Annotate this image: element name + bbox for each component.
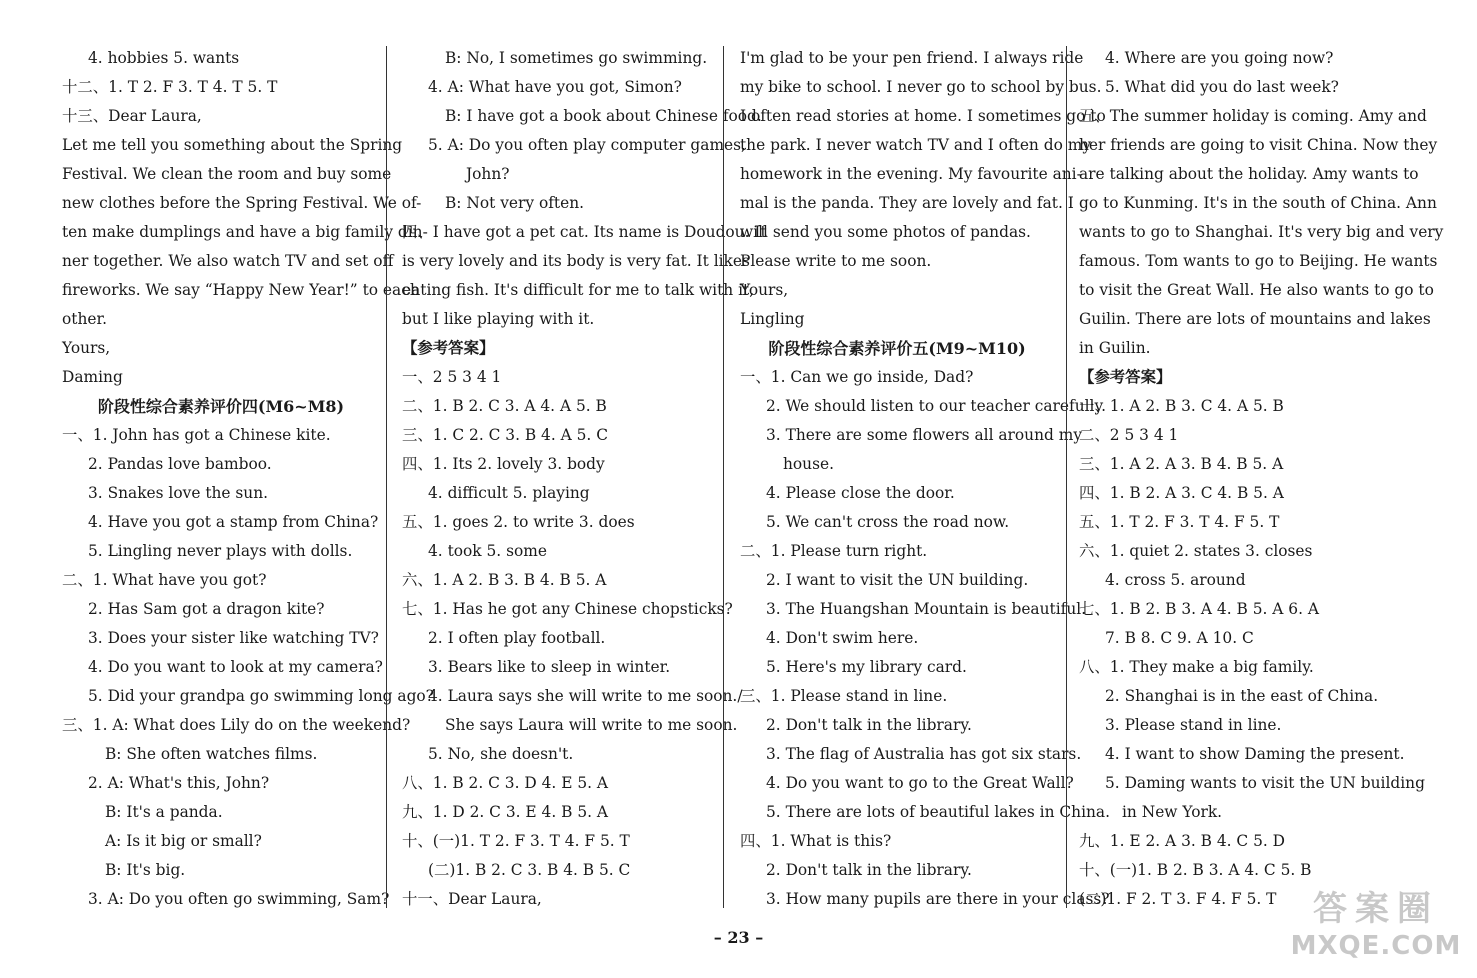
text-line: 四、1. Its 2. lovely 3. body	[402, 455, 605, 473]
text-line: B: I have got a book about Chinese food.	[445, 107, 762, 125]
text-line: 一、1. Can we go inside, Dad?	[740, 368, 974, 386]
text-line: mal is the panda. They are lovely and fat. I	[740, 194, 1074, 212]
text-line: 2. A: What's this, John?	[88, 774, 270, 792]
text-line: 九、1. D 2. C 3. E 4. B 5. A	[402, 803, 609, 821]
text-line: A: Is it big or small?	[105, 832, 262, 850]
text-line: eating fish. It's difficult for me to talk with it,	[402, 281, 755, 299]
text-line: Lingling	[740, 310, 805, 328]
text-line: B: No, I sometimes go swimming.	[445, 49, 708, 67]
text-line: famous. Tom wants to go to Beijing. He wants	[1079, 252, 1438, 270]
text-line: 七、1. B 2. B 3. A 4. B 5. A 6. A	[1079, 600, 1319, 618]
text-line: 五、The summer holiday is coming. Amy and	[1079, 107, 1427, 125]
text-line: 四、1. B 2. A 3. C 4. B 5. A	[1079, 484, 1284, 502]
text-line: Yours,	[62, 339, 111, 357]
text-line: 2. Don't talk in the library.	[766, 861, 972, 879]
text-line: the park. I never watch TV and I often do my	[740, 136, 1092, 154]
text-line: in New York.	[1122, 803, 1223, 821]
text-line: 4. Please close the door.	[766, 484, 955, 502]
column-3	[740, 44, 1110, 914]
text-line: 3. Does your sister like watching TV?	[88, 629, 379, 647]
text-line: Festival. We clean the room and buy some	[62, 165, 392, 183]
text-line: her friends are going to visit China. Now they	[1079, 136, 1438, 154]
text-line: 5. Daming wants to visit the UN building	[1105, 774, 1425, 792]
text-line: 2. We should listen to our teacher carefully.	[766, 397, 1107, 415]
text-line: 二、2 5 3 4 1	[1079, 426, 1179, 444]
text-line: 4. Have you got a stamp from China?	[88, 513, 379, 531]
text-line: 一、1. A 2. B 3. C 4. A 5. B	[1079, 397, 1284, 415]
text-line: Please write to me soon.	[740, 252, 932, 270]
text-line: 十一、Dear Laura,	[402, 890, 542, 908]
text-line: Daming	[62, 368, 123, 386]
text-line: 5. A: Do you often play computer games,	[428, 136, 746, 154]
text-line: is very lovely and its body is very fat. It likes	[402, 252, 750, 270]
text-line: will send you some photos of pandas.	[740, 223, 1031, 241]
text-line: 3. A: Do you often go swimming, Sam?	[88, 890, 390, 908]
text-line: She says Laura will write to me soon.	[445, 716, 738, 734]
text-line: 3. Bears like to sleep in winter.	[428, 658, 671, 676]
column-divider	[723, 46, 724, 908]
text-line: fireworks. We say “Happy New Year!” to each	[62, 281, 420, 299]
text-line: 十二、1. T 2. F 3. T 4. T 5. T	[62, 78, 278, 96]
text-line: 二、1. B 2. C 3. A 4. A 5. B	[402, 397, 607, 415]
text-line: 4. cross 5. around	[1105, 571, 1246, 589]
page-number: – 23 –	[713, 928, 764, 947]
text-line: 十、(一)1. B 2. B 3. A 4. C 5. B	[1079, 861, 1312, 879]
text-line: my bike to school. I never go to school by bus.	[740, 78, 1102, 96]
text-line: 5. Here's my library card.	[766, 658, 967, 676]
text-line: (二)1. B 2. C 3. B 4. B 5. C	[428, 861, 631, 879]
text-line: 7. B 8. C 9. A 10. C	[1105, 629, 1254, 647]
text-line: 十三、Dear Laura,	[62, 107, 202, 125]
text-line: (二)1. F 2. T 3. F 4. F 5. T	[1079, 890, 1277, 908]
text-line: 五、1. goes 2. to write 3. does	[402, 513, 635, 531]
text-line: 三、1. C 2. C 3. B 4. A 5. C	[402, 426, 608, 444]
text-line: 一、1. John has got a Chinese kite.	[62, 426, 331, 444]
text-line: are talking about the holiday. Amy wants to	[1079, 165, 1419, 183]
text-line: to visit the Great Wall. He also wants to go to	[1079, 281, 1434, 299]
text-line: other.	[62, 310, 108, 328]
text-line: B: It's big.	[105, 861, 186, 879]
column-1	[62, 44, 434, 914]
text-line: 七、1. Has he got any Chinese chopsticks?	[402, 600, 733, 618]
text-line: 三、1. A: What does Lily do on the weekend?	[62, 716, 411, 734]
text-line: 二、1. What have you got?	[62, 571, 267, 589]
text-line: B: She often watches films.	[105, 745, 318, 763]
text-line: 4. Do you want to go to the Great Wall?	[766, 774, 1074, 792]
text-line: 二、1. Please turn right.	[740, 542, 928, 560]
text-line: wants to go to Shanghai. It's very big and very	[1079, 223, 1444, 241]
text-line: 4. hobbies 5. wants	[88, 49, 240, 67]
text-line: 八、1. B 2. C 3. D 4. E 5. A	[402, 774, 609, 792]
section-heading: 阶段性综合素养评价四(M6~M8)	[97, 397, 345, 416]
text-line: 5. Lingling never plays with dolls.	[88, 542, 353, 560]
text-line: 4. difficult 5. playing	[428, 484, 590, 502]
text-line: 十、(一)1. T 2. F 3. T 4. F 5. T	[402, 832, 630, 850]
text-line: 2. Shanghai is in the east of China.	[1105, 687, 1379, 705]
column-divider	[386, 46, 387, 908]
text-line: 4. A: What have you got, Simon?	[428, 78, 682, 96]
text-line: 4. Don't swim here.	[766, 629, 919, 647]
text-line: 3. The Huangshan Mountain is beautiful.	[766, 600, 1087, 618]
text-line: 2. I want to visit the UN building.	[766, 571, 1029, 589]
text-line: ner together. We also watch TV and set off	[62, 252, 394, 270]
text-line: 2. Don't talk in the library.	[766, 716, 972, 734]
text-line: 2. Pandas love bamboo.	[88, 455, 272, 473]
text-line: 六、1. A 2. B 3. B 4. B 5. A	[402, 571, 607, 589]
watermark	[1285, 888, 1467, 970]
text-line: 3. Snakes love the sun.	[88, 484, 269, 502]
text-line: 八、1. They make a big family.	[1079, 658, 1314, 676]
text-line: 九、1. E 2. A 3. B 4. C 5. D	[1079, 832, 1286, 850]
text-line: 六、1. quiet 2. states 3. closes	[1079, 542, 1313, 560]
text-line: in Guilin.	[1079, 339, 1151, 357]
text-line: new clothes before the Spring Festival. We of-	[62, 194, 422, 212]
text-line: 三、1. A 2. A 3. B 4. B 5. A	[1079, 455, 1284, 473]
text-line: 4. Laura says she will write to me soon./	[428, 687, 743, 705]
text-line: B: Not very often.	[445, 194, 585, 212]
text-line: 【参考答案】	[402, 339, 495, 357]
text-line: 4. took 5. some	[428, 542, 547, 560]
section-heading: 阶段性综合素养评价五(M9~M10)	[768, 339, 1026, 358]
text-line: 2. I often play football.	[428, 629, 606, 647]
text-line: 3. The flag of Australia has got six stars.	[766, 745, 1082, 763]
text-line: I often read stories at home. I sometimes go to	[740, 107, 1106, 125]
text-line: 5. There are lots of beautiful lakes in China.	[766, 803, 1110, 821]
text-line: 2. Has Sam got a dragon kite?	[88, 600, 325, 618]
text-line: John?	[466, 165, 510, 183]
text-line: Guilin. There are lots of mountains and lakes	[1079, 310, 1431, 328]
text-line: 5. No, she doesn't.	[428, 745, 574, 763]
text-line: house.	[783, 455, 834, 473]
watermark-bottom: MXQE.COM	[1290, 931, 1462, 961]
text-line: 四、1. What is this?	[740, 832, 892, 850]
column-divider	[1066, 46, 1067, 908]
text-line: B: It's a panda.	[105, 803, 223, 821]
text-line: 4. Where are you going now?	[1105, 49, 1334, 67]
text-line: I'm glad to be your pen friend. I always ride	[740, 49, 1084, 67]
text-line: 一、2 5 3 4 1	[402, 368, 502, 386]
text-line: 五、1. T 2. F 3. T 4. F 5. T	[1079, 513, 1280, 531]
text-line: go to Kunming. It's in the south of China. Ann	[1079, 194, 1437, 212]
text-line: 3. There are some flowers all around my	[766, 426, 1083, 444]
text-line: 3. Please stand in line.	[1105, 716, 1282, 734]
text-line: homework in the evening. My favourite ani-	[740, 165, 1082, 183]
text-line: 5. Did your grandpa go swimming long ago?	[88, 687, 434, 705]
text-line: 4. I want to show Daming the present.	[1105, 745, 1405, 763]
text-line: 4. Do you want to look at my camera?	[88, 658, 383, 676]
text-line: Yours,	[740, 281, 789, 299]
text-line: 5. What did you do last week?	[1105, 78, 1339, 96]
text-line: 三、1. Please stand in line.	[740, 687, 948, 705]
text-line: but I like playing with it.	[402, 310, 595, 328]
text-line: 【参考答案】	[1079, 368, 1172, 386]
text-line: Let me tell you something about the Spring	[62, 136, 403, 154]
watermark-top: 答案圈	[1313, 889, 1439, 929]
text-line: ten make dumplings and have a big family din-	[62, 223, 428, 241]
text-line: 四、I have got a pet cat. Its name is Doudou. It	[402, 223, 767, 241]
text-line: 3. How many pupils are there in your class?	[766, 890, 1110, 908]
text-line: 5. We can't cross the road now.	[766, 513, 1010, 531]
